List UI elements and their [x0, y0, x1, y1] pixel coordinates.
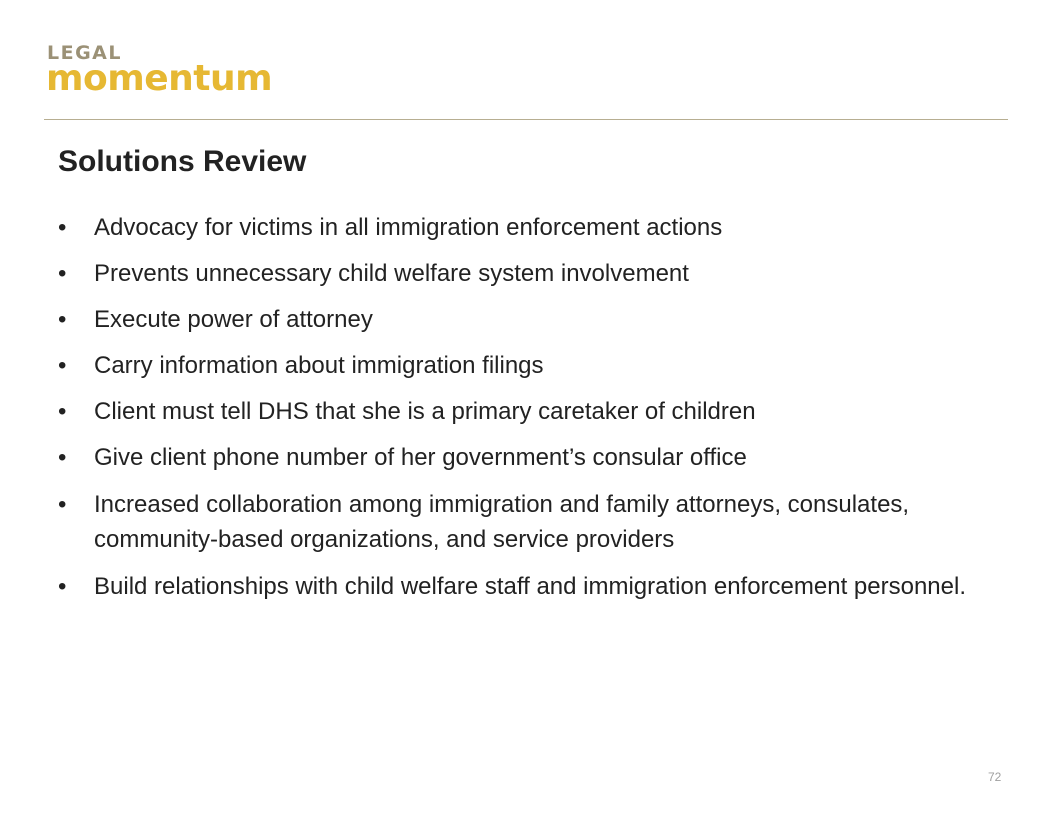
bullet-item: • Carry information about immigration filings	[58, 349, 998, 383]
bullet-item: • Build relationships with child welfare staff and immigration enforcement personnel.	[58, 569, 998, 604]
logo-top-text: LEGAL	[47, 42, 122, 64]
bullet-item: • Prevents unnecessary child welfare system involvement	[58, 257, 998, 291]
slide-title: Solutions Review	[58, 145, 307, 178]
bullet-list	[58, 211, 998, 616]
logo-bottom-text: momentum	[46, 58, 273, 99]
page-number: 72	[988, 770, 1002, 784]
bullet-item: • Client must tell DHS that she is a primary caretaker of children	[58, 395, 998, 429]
legal-momentum-logo	[47, 42, 287, 106]
bullet-item: • Advocacy for victims in all immigration enforcement actions	[58, 211, 998, 245]
bullet-item: • Give client phone number of her government’s consular office	[58, 441, 998, 475]
bullet-item: • Increased collaboration among immigration and family attorneys, consulates, community-based organizations, and service providers	[58, 487, 998, 557]
header-rule	[44, 119, 1008, 120]
bullet-item: • Execute power of attorney	[58, 303, 998, 337]
